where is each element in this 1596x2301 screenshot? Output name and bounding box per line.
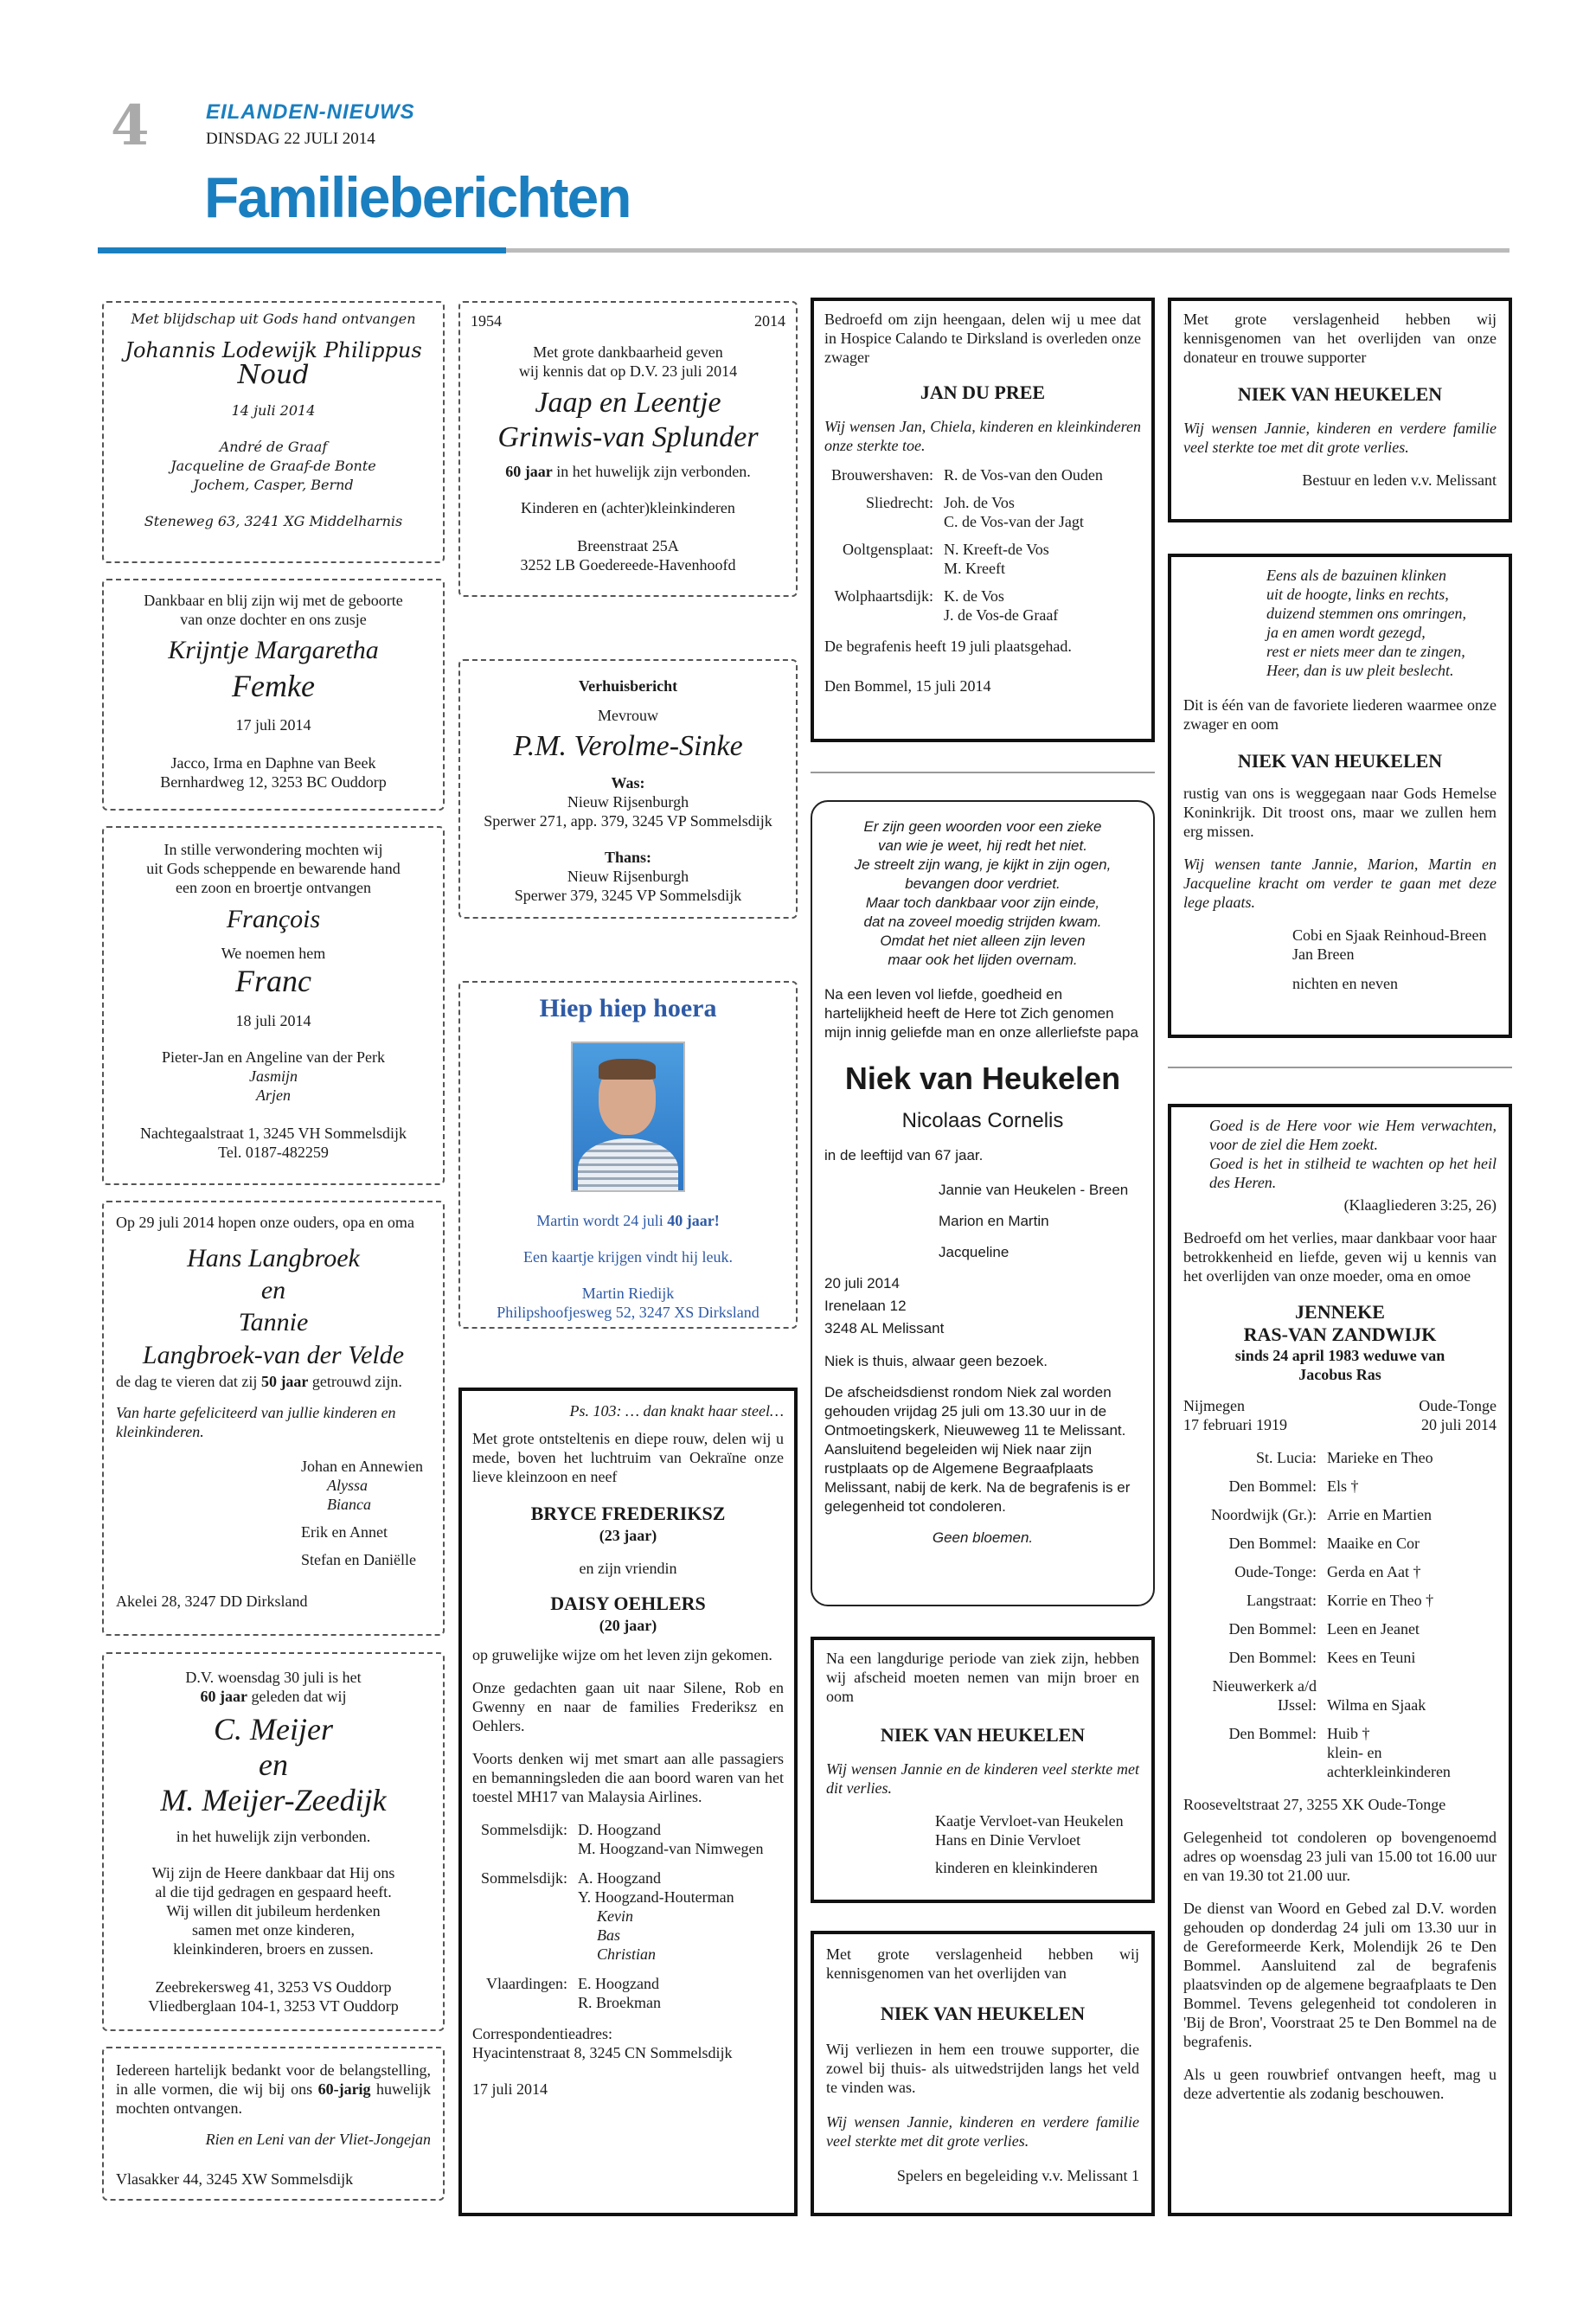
family-place: Noordwijk (Gr.): <box>1211 1506 1317 1523</box>
hiep-title: Hiep hiep hoera <box>539 994 717 1022</box>
family-member: Jacqueline <box>939 1244 1010 1260</box>
family-row <box>824 586 1141 625</box>
family-row <box>824 493 1141 531</box>
family-member: E. Hoogzand <box>578 1975 659 1992</box>
birth-noud <box>102 301 445 563</box>
birth-franc <box>102 826 445 1185</box>
deceased-name: JENNEKE <box>1295 1301 1385 1323</box>
obit-intro: Met grote ontsteltenis en diepe rouw, delen wij u mede, boven het luchtruim van Oekraïne onze lieve kleinzoon en neef <box>472 1430 784 1485</box>
corr-address: Hyacintenstraat 8, 3245 CN Sommelsdijk <box>472 2044 733 2061</box>
family-member: Bas <box>597 1926 620 1944</box>
move-thans-label: Thans: <box>604 849 652 866</box>
obit-para: rustig van ons is weggegaan naar Gods Hemelse Koninkrijk. Dit troost ons, maar we zullen hem erg missen. <box>1183 785 1497 840</box>
poem-line: van wie je weet, hij redt het niet. <box>878 837 1087 854</box>
family-names <box>944 493 1084 531</box>
widow-line: sinds 24 april 1983 weduwe van <box>1234 1347 1445 1364</box>
obit-date: 20 juli 2014 <box>824 1275 900 1292</box>
family-member: J. de Vos-de Graaf <box>944 606 1059 624</box>
birth-femke <box>102 579 445 811</box>
family-row <box>472 1820 784 1858</box>
anniv-line: wij kennis dat op D.V. 23 juli 2014 <box>518 362 738 380</box>
anniv-address: Vliedberglaan 104-1, 3253 VT Ouddorp <box>148 1997 399 2015</box>
obit-niek-family <box>811 1637 1155 1903</box>
birth-intro: een zoon en broertje ontvangen <box>176 879 371 896</box>
move-was: Sperwer 271, app. 379, 3245 VP Sommelsdijk <box>484 812 772 830</box>
obit-service: De dienst van Woord en Gebed zal D.V. worden gehouden op donderdag 24 juli om 13.30 uur in de Gereformeerde Kerk, Molendijk 26 te Den Bommel. Aansluitend zal de begrafenis plaatsvinden op de algemene begraafplaats te Den Bommel. Tevens gelegenheid tot condoleren in 'Bij de Bron', Voorstraat 25 te Den Bommel na de begrafenis. <box>1183 1900 1497 2050</box>
deceased-name: NIEK VAN HEUKELEN <box>880 2003 1086 2024</box>
family-place: Sliedrecht: <box>866 494 933 511</box>
birth-intro: Met blijdschap uit Gods hand ontvangen <box>131 311 416 327</box>
anniv-name2: Tannie <box>238 1308 309 1336</box>
anniv-name3: Langbroek-van der Velde <box>142 1341 405 1369</box>
anniv-line: D.V. woensdag 30 juli is het <box>185 1669 362 1686</box>
obit-para: Wij verliezen in hem een trouwe supporter, die zowel bij thuis- als uitwedstrijden langs het veld te vinden was. <box>826 2041 1139 2096</box>
anniv-langbroek <box>102 1201 445 1636</box>
family-row <box>824 540 1141 578</box>
birth-address: Steneweg 63, 3241 XG Middelharnis <box>144 513 403 529</box>
death-place: Oude-Tonge <box>1419 1397 1497 1414</box>
family-place: Sommelsdijk: <box>480 1869 567 1887</box>
poem-line: Heer, dan is uw pleit beslecht. <box>1266 662 1454 679</box>
verse-ref: (Klaagliederen 3:25, 26) <box>1343 1196 1497 1214</box>
family-member: Cobi en Sjaak Reinhoud-Breen <box>1292 926 1487 944</box>
family-place: Oude-Tonge: <box>1234 1563 1317 1580</box>
poem-line: rest er niets meer dan te zingen, <box>1266 643 1465 660</box>
family-row <box>824 465 1141 484</box>
family-place: Ooltgensplaat: <box>843 541 933 558</box>
birth-sibling: Arjen <box>256 1086 291 1104</box>
family-row <box>1183 1505 1497 1524</box>
obit-niek-nephews <box>1168 554 1512 1038</box>
birth-date: 18 juli 2014 <box>235 1012 311 1029</box>
family-place: Vlaardingen: <box>486 1975 567 1992</box>
deceased-age: (23 jaar) <box>599 1527 657 1544</box>
anniv-wish: Van harte gefeliciteerd van jullie kinderen en kleinkinderen. <box>116 1404 396 1440</box>
deceased-fullname: Nicolaas Cornelis <box>901 1109 1064 1132</box>
birth-intro: Dankbaar en blij zijn wij met de geboorte <box>144 592 403 609</box>
page-number: 4 <box>111 93 150 158</box>
family-row <box>1183 1534 1497 1553</box>
family-member: Arrie en Martien <box>1327 1506 1432 1523</box>
family-member: Maaike en Cor <box>1327 1535 1420 1552</box>
family-row <box>1183 1676 1497 1715</box>
obit-intro: Na een leven vol liefde, goedheid en hartelijkheid heeft de Here tot Zich genomen mijn innig geliefde man en onze allerliefste papa <box>824 986 1138 1041</box>
poem-line: ja en amen wordt gezegd, <box>1266 624 1426 641</box>
birth-intro: In stille verwondering mochten wij <box>163 841 383 858</box>
anniv-name1: Hans Langbroek <box>187 1244 360 1272</box>
anniv-line: 60 jaar in het huwelijk zijn verbonden. <box>505 463 751 480</box>
family-row <box>1183 1648 1497 1667</box>
birth-parents1: André de Graaf <box>219 439 328 455</box>
obit-wish: Wij wensen Jannie, kinderen en verdere familie veel sterkte toe met dit grote verlies. <box>1183 420 1497 456</box>
obit-intro: Na een langdurige periode van ziek zijn, hebben wij afscheid moeten nemen van mijn broer en oom <box>826 1650 1139 1705</box>
move-was-label: Was: <box>611 774 645 792</box>
family-member: R. de Vos-van den Ouden <box>944 466 1103 484</box>
year-end: 2014 <box>754 312 785 330</box>
hiep-name: Martin Riedijk <box>581 1285 675 1302</box>
birth-phone: Tel. 0187-482259 <box>218 1144 329 1161</box>
thanks-text: Iedereen hartelijk bedankt voor de belangstelling, in alle vormen, die wij bij ons 60-jarig huwelijk mochten ontvangen. <box>116 2061 431 2117</box>
birth-parents: Pieter-Jan en Angeline van der Perk <box>161 1048 386 1066</box>
obit-intro: Met grote verslagenheid hebben wij kennisgenomen van het overlijden van onze donateur en trouwe supporter <box>1183 311 1497 366</box>
thanks-address: Vlasakker 44, 3245 XW Sommelsdijk <box>116 2170 354 2188</box>
family-member: N. Kreeft-de Vos <box>944 541 1049 558</box>
obit-address: 3248 AL Melissant <box>824 1320 945 1336</box>
family-names <box>944 586 1058 625</box>
family-row <box>1183 1562 1497 1581</box>
birth-address: Bernhardweg 12, 3253 BC Ouddorp <box>160 773 387 791</box>
obit-address: Rooseveltstraat 27, 3255 XK Oude-Tonge <box>1183 1796 1446 1813</box>
anniv-para: kleinkinderen, broers en zussen. <box>173 1940 374 1958</box>
obit-para: op gruwelijke wijze om het leven zijn gekomen. <box>472 1646 772 1663</box>
poem <box>824 817 1141 970</box>
deceased-age: (20 jaar) <box>599 1617 657 1634</box>
family-member: Huib † <box>1327 1725 1370 1742</box>
deceased-name: NIEK VAN HEUKELEN <box>880 1724 1086 1746</box>
family-place: Nieuwerkerk a/d IJssel: <box>1212 1677 1317 1714</box>
anniv-name2: M. Meijer-Zeedijk <box>160 1783 387 1817</box>
poem-line: maar ook het lijden overnam. <box>888 952 1078 968</box>
poem-line: uit de hoogte, links en rechts, <box>1266 586 1449 603</box>
birth-name1: François <box>226 905 321 933</box>
family-place: Langstraat: <box>1247 1592 1317 1609</box>
family-place: Den Bommel: <box>1228 1477 1317 1495</box>
anniv-para: samen met onze kinderen, <box>192 1921 355 1939</box>
family-member: Johan en Annewien <box>301 1458 423 1475</box>
family-member: Kees en Teuni <box>1327 1649 1416 1666</box>
corr-label: Correspondentieadres: <box>472 2025 612 2042</box>
anniv-line: de dag te vieren dat zij 50 jaar getrouwd zijn. <box>116 1373 402 1390</box>
family-list <box>1183 1448 1497 1743</box>
family-row <box>472 1974 784 2012</box>
thanks-sign: Rien en Leni van der Vliet-Jongejan <box>205 2131 431 2148</box>
family-member: Y. Hoogzand-Houterman <box>578 1888 734 1906</box>
anniv-en: en <box>259 1747 288 1782</box>
obit-mid: en zijn vriendin <box>579 1560 677 1577</box>
obit-niek-board <box>1168 298 1512 522</box>
anniv-intro: Op 29 juli 2014 hopen onze ouders, opa en oma <box>116 1214 414 1231</box>
family-member: A. Hoogzand <box>578 1869 661 1887</box>
anniv-meijer <box>102 1652 445 2031</box>
family-member: nichten en neven <box>1292 975 1398 992</box>
anniv-grinwis <box>458 301 798 597</box>
poem-line: dat na zoveel moedig strijden kwam. <box>863 913 1102 930</box>
hiep-hiep-hoera <box>458 981 798 1329</box>
verse: Ps. 103: … dan knakt haar steel… <box>569 1402 784 1420</box>
anniv-line: Met grote dankbaarheid geven <box>533 343 723 361</box>
obit-para: Onze gedachten gaan uit naar Silene, Rob en Gwenny en naar de families Frederiksz en Oehlers. <box>472 1679 784 1734</box>
move-thans: Sperwer 379, 3245 VP Sommelsdijk <box>514 887 742 904</box>
birth-name1: Johannis Lodewijk Philippus <box>125 338 422 362</box>
obit-sign: Bestuur en leden v.v. Melissant <box>1302 471 1497 489</box>
obit-home: Niek is thuis, alwaar geen bezoek. <box>824 1353 1048 1369</box>
family-member: Marion en Martin <box>939 1213 1049 1229</box>
hiep-address: Philipshoofjesweg 52, 3247 XS Dirksland <box>497 1304 760 1321</box>
family-member: klein- en achterkleinkinderen <box>1327 1744 1451 1780</box>
obit-note: Als u geen rouwbrief ontvangen heeft, mag u deze advertentie als zodanig beschouwen. <box>1183 2066 1497 2102</box>
obit-bryce-daisy <box>458 1388 798 2216</box>
column-separator <box>1168 1067 1512 1068</box>
move-title: Verhuisbericht <box>578 677 678 695</box>
family-member: R. Broekman <box>578 1994 661 2011</box>
deceased-name: JAN DU PREE <box>920 381 1046 403</box>
family-place: Den Bommel: <box>1228 1725 1317 1742</box>
hiep-line: Martin wordt 24 juli 40 jaar! <box>536 1212 720 1229</box>
portrait-photo <box>571 1042 685 1192</box>
birth-name2: Franc <box>235 964 311 998</box>
family-member: M. Hoogzand-van Nimwegen <box>578 1840 764 1857</box>
family-names <box>944 540 1049 578</box>
obit-address: Irenelaan 12 <box>824 1298 907 1314</box>
family-member: Els † <box>1327 1477 1359 1495</box>
family-row <box>1183 1448 1497 1467</box>
move-was: Nieuw Rijsenburgh <box>567 793 689 811</box>
family-member: K. de Vos <box>944 587 1004 605</box>
anniv-address: Breenstraat 25A <box>577 537 679 554</box>
obit-jan-du-pree <box>811 298 1155 742</box>
family-member: Hans en Dinie Vervloet <box>935 1831 1081 1849</box>
year-start: 1954 <box>471 312 502 330</box>
anniv-address: Akelei 28, 3247 DD Dirksland <box>116 1593 308 1610</box>
move-name: P.M. Verolme-Sinke <box>513 730 743 762</box>
section-title: Familieberichten <box>204 165 631 229</box>
birth-place: Nijmegen <box>1183 1397 1245 1414</box>
family-place: Den Bommel: <box>1228 1620 1317 1638</box>
poem-line: Maar toch dankbaar voor zijn einde, <box>865 894 1100 911</box>
anniv-name2: Grinwis-van Splunder <box>497 421 759 453</box>
family-place: St. Lucia: <box>1256 1449 1317 1466</box>
family-member: Alyssa <box>327 1477 368 1494</box>
poem <box>1266 566 1497 680</box>
family-row <box>1183 1724 1497 1743</box>
family-member: Christian <box>597 1945 657 1963</box>
family-place: Den Bommel: <box>1228 1649 1317 1666</box>
header-rule-blue <box>98 247 506 253</box>
obit-flowers: Geen bloemen. <box>932 1529 1034 1546</box>
family-member: Jannie van Heukelen - Breen <box>939 1182 1129 1198</box>
family-member: kinderen en kleinkinderen <box>935 1859 1098 1876</box>
move-thans: Nieuw Rijsenburgh <box>567 868 689 885</box>
family-member: Erik en Annet <box>301 1523 388 1541</box>
obit-service: De afscheidsdienst rondom Niek zal worden gehouden vrijdag 25 juli om 13.30 uur in de Ontmoetingskerk, Nieuweweg 11 te Melissant. Aansluitend begeleiden wij Niek naar zijn rustplaats op de Algemene Begraafplaats Melissant, nabij de kerk. Na de begrafenis is er gelegenheid tot condoleren. <box>824 1384 1131 1515</box>
obit-wish: Wij wensen Jan, Chiela, kinderen en kleinkinderen onze sterkte toe. <box>824 418 1141 454</box>
obit-date: 17 juli 2014 <box>472 2080 548 2098</box>
poem-line: Omdat het niet alleen zijn leven <box>880 933 1086 949</box>
obit-intro: Bedroefd om zijn heengaan, delen wij u mee dat in Hospice Calando te Dirksland is overleden onze zwager <box>824 311 1141 366</box>
deceased-name: BRYCE FREDERIKSZ <box>530 1503 726 1524</box>
anniv-address: 3252 LB Goedereede-Havenhoofd <box>520 556 736 574</box>
family-place: Den Bommel: <box>1228 1535 1317 1552</box>
family-names <box>578 1820 763 1858</box>
family-place: Sommelsdijk: <box>480 1821 567 1838</box>
obit-niek-van-heukelen <box>811 800 1155 1606</box>
family-place: Wolphaartsdijk: <box>834 587 933 605</box>
family-names <box>944 465 1103 484</box>
birth-sibling: Jasmijn <box>249 1067 298 1085</box>
birth-name2: Noud <box>237 360 310 390</box>
deceased-name: NIEK VAN HEUKELEN <box>1237 383 1443 405</box>
obit-sign: Spelers en begeleiding v.v. Melissant 1 <box>896 2167 1139 2184</box>
family-member: Wilma en Sjaak <box>1327 1696 1426 1714</box>
family-member: Bianca <box>327 1496 371 1513</box>
birth-call: We noemen hem <box>221 945 326 962</box>
column-separator <box>811 772 1155 773</box>
family-list <box>824 465 1141 625</box>
obit-age: in de leeftijd van 67 jaar. <box>824 1147 984 1163</box>
anniv-name1: C. Meijer <box>214 1712 333 1747</box>
family-member: Leen en Jeanet <box>1327 1620 1420 1638</box>
birth-date: 14 juli 2014 <box>231 402 316 419</box>
poem-line: duizend stemmen ons omringen, <box>1266 605 1466 622</box>
obit-para: Voorts denken wij met smart aan alle passagiers en bemanningsleden die aan boord waren van het toestel MH17 van Malaysia Airlines. <box>472 1750 784 1805</box>
obit-intro: Met grote verslagenheid hebben wij kennisgenomen van het overlijden van <box>826 1945 1139 1982</box>
poem-line: Eens als de bazuinen klinken <box>1266 567 1446 584</box>
obit-burial: De begrafenis heeft 19 juli plaatsgehad. <box>824 638 1072 655</box>
obit-para: Dit is één van de favoriete liederen waarmee onze zwager en oom <box>1183 696 1497 733</box>
poem-line: bevangen door verdriet. <box>905 875 1061 892</box>
move-notice <box>458 659 798 919</box>
anniv-para: Wij zijn de Heere dankbaar dat Hij ons <box>151 1864 395 1881</box>
poem-line: Er zijn geen woorden voor een zieke <box>863 818 1102 835</box>
poem-line: Je streelt zijn wang, je kijkt in zijn ogen, <box>854 856 1112 873</box>
family-member: Kaatje Vervloet-van Heukelen <box>935 1812 1124 1830</box>
anniv-para: al die tijd gedragen en gespaard heeft. <box>155 1883 392 1900</box>
family-member: Marieke en Theo <box>1327 1449 1433 1466</box>
anniv-name1: Jaap en Leentje <box>535 387 721 419</box>
anniv-para: Wij willen dit jubileum herdenken <box>166 1902 381 1920</box>
anniv-line: Kinderen en (achter)kleinkinderen <box>521 499 735 516</box>
birth-name1: Krijntje Margaretha <box>168 636 379 664</box>
birth-intro: van onze dochter en ons zusje <box>180 611 367 628</box>
family-member: Korrie en Theo † <box>1327 1592 1434 1609</box>
masthead: EILANDEN-NIEUWS <box>206 100 415 124</box>
family-member: Jan Breen <box>1292 945 1355 963</box>
hiep-line: Een kaartje krijgen vindt hij leuk. <box>523 1248 733 1266</box>
birth-name2: Femke <box>232 669 315 703</box>
obit-wish: Wij wensen Jannie, kinderen en verdere familie veel sterkte met dit grote verlies. <box>826 2113 1139 2150</box>
obit-niek-players <box>811 1931 1155 2216</box>
obit-date: Den Bommel, 15 juli 2014 <box>824 677 991 695</box>
family-member: C. de Vos-van der Jagt <box>944 513 1084 530</box>
birth-siblings: Jochem, Casper, Bernd <box>193 477 354 493</box>
obit-intro: Bedroefd om het verlies, maar dankbaar voor haar betrokkenheid en liefde, geven wij u kennis van het overlijden van onze moeder, oma en omoe <box>1183 1229 1497 1285</box>
birth-date: 17 februari 1919 <box>1183 1416 1287 1433</box>
move-mevrouw: Mevrouw <box>598 707 658 724</box>
header-rule-grey <box>506 248 1509 253</box>
obit-jenneke <box>1168 1104 1512 2216</box>
family-member: Kevin <box>597 1907 633 1925</box>
family-member: Gerda en Aat † <box>1327 1563 1421 1580</box>
family-row <box>1183 1477 1497 1496</box>
birth-parents2: Jacqueline de Graaf-de Bonte <box>170 458 376 474</box>
obit-wish: Wij wensen tante Jannie, Marion, Martin en Jacqueline kracht om verder te gaan met deze lege plaats. <box>1183 856 1497 911</box>
family-row <box>1183 1619 1497 1638</box>
family-list <box>472 1820 784 2012</box>
family-member: Stefan en Daniëlle <box>301 1551 416 1568</box>
deceased-name: DAISY OEHLERS <box>550 1593 706 1614</box>
anniv-line: 60 jaar geleden dat wij <box>200 1688 347 1705</box>
birth-intro: uit Gods scheppende en bewarende hand <box>146 860 401 877</box>
anniv-en: en <box>260 1276 286 1304</box>
obit-wish: Wij wensen Jannie en de kinderen veel sterkte met dit verlies. <box>826 1760 1139 1797</box>
family-member: Joh. de Vos <box>944 494 1015 511</box>
anniv-address: Zeebrekersweg 41, 3253 VS Ouddorp <box>155 1978 392 1996</box>
family-row <box>472 1868 784 1964</box>
deceased-name: NIEK VAN HEUKELEN <box>1237 750 1443 772</box>
family-place: Brouwershaven: <box>831 466 933 484</box>
birth-date: 17 juli 2014 <box>235 716 311 734</box>
deceased-name: RAS-VAN ZANDWIJK <box>1243 1324 1437 1345</box>
obit-condo: Gelegenheid tot condoleren op bovengenoemd adres op woensdag 23 juli van 15.00 tot 16.00 uur en van 19.30 tot 21.00 uur. <box>1183 1829 1497 1884</box>
family-row <box>1183 1591 1497 1610</box>
deceased-name: Niek van Heukelen <box>844 1061 1121 1096</box>
birth-parents: Jacco, Irma en Daphne van Beek <box>170 754 376 772</box>
death-date: 20 juli 2014 <box>1420 1416 1497 1433</box>
widow-line: Jacobus Ras <box>1298 1366 1381 1383</box>
family-member: D. Hoogzand <box>578 1821 661 1838</box>
verse: Goed is het in stilheid te wachten op het heil des Heren. <box>1209 1155 1497 1191</box>
issue-date: DINSDAG 22 JULI 2014 <box>206 130 375 148</box>
family-names <box>578 1868 734 1964</box>
thanks-vliet <box>102 2047 445 2201</box>
anniv-line: in het huwelijk zijn verbonden. <box>176 1828 371 1845</box>
family-names <box>578 1974 661 2012</box>
birth-address: Nachtegaalstraat 1, 3245 VH Sommelsdijk <box>139 1125 407 1142</box>
verse: Goed is de Here voor wie Hem verwachten, voor de ziel die Hem zoekt. <box>1209 1117 1497 1153</box>
family-member: M. Kreeft <box>944 560 1005 577</box>
